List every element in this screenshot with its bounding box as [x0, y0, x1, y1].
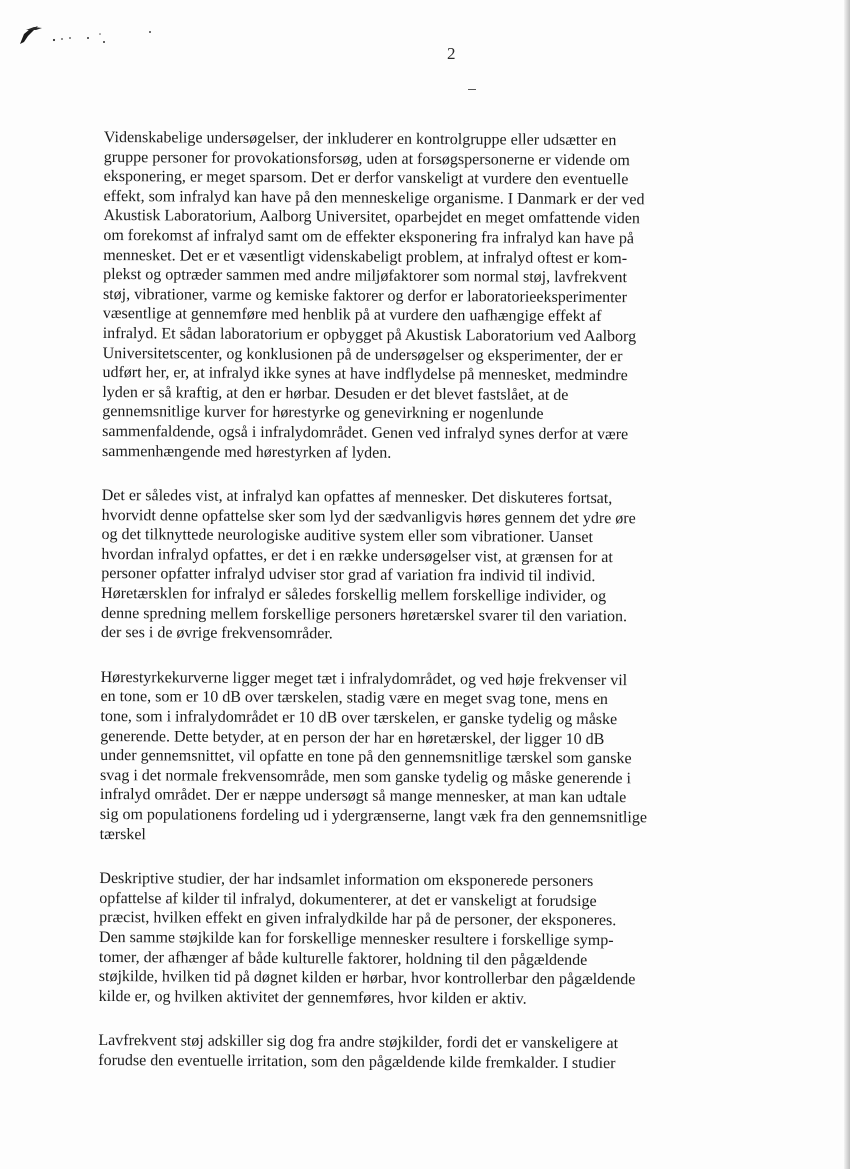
- paragraph-3: Hørestyrkekurverne ligger meget tæt i infralydområdet, og ved høje frekvenser vil en tone, som er 10 dB over tærskelen, stadig være en meget svag tone, mens en tone, som i infralydområdet er 10 dB over tærskelen, er ganske tydelig og måske generende. Dette betyder, at en person der har en høretærskel, der ligger 10 dB under gennemsnittet, vil opfatte en tone på den gennemsnitlige tærskel som ganske svag i det normale frekvensområde, men som ganske tydelig og måske generende i infralyd området. Der er næppe undersøgt så mange mennesker, at man kan udtale sig om populationens fordeling ud i ydergrænserne, langt væk fra den gennemsnitlige tærskel: [99, 668, 648, 843]
- paragraph-5: Lavfrekvent støj adskiller sig dog fra andre støjkilder, fordi det er vanskeligere at forudse den eventuelle irritation, som den pågældende kilde fremkalder. I studier: [98, 1032, 619, 1073]
- scan-dash-mark: [468, 89, 476, 90]
- page-edge-shadow: [844, 0, 850, 1169]
- ink-blot-mark: [18, 24, 46, 46]
- paragraph-4: Deskriptive studier, der har indsamlet information om eksponerede personers opfattelse af kilder til infralyd, dokumenterer, at det er vanskeligt at forudsige præcist, hvilken effekt en given infralydkilde har på de personer, der eksponeres. Den samme støjkilde kan for forskellige mennesker resultere i forskellige symp- tomer, der afhænger af både kulturelle faktorer, holdning til den pågældende støjkilde, hvilken tid på døgnet kilden er hørbar, hvor kontrollerbar den pågældende kilde er, og hvilken aktivitet der gennemføres, hvor kilden er aktiv.: [98, 870, 636, 1008]
- scan-specks: [48, 26, 158, 46]
- paragraph-1: Videnskabelige undersøgelser, der inkluderer en kontrolgruppe eller udsætter en gruppe personer for provokationsforsøg, uden at forsøgspersonerne er vidende om eksponering, er meget sparsom. Det er derfor vanskeligt at vurdere den eventuelle effekt, som infralyd kan have på den menneskelige organisme. I Danmark er der ved Akustisk Laboratorium, Aalborg Universitet, oparbejdet en meget omfattende viden om forekomst af infralyd samt om de effekter eksponering fra infralyd kan have på mennesket. Det er et væsentligt videnskabeligt problem, at infralyd oftest er kom- plekst og optræder sammen med andre miljøfaktorer som normal støj, lavfrekvent støj, vibrationer, varme og kemiske faktorer og derfor er laboratorieeksperimenter væsentlige at gennemføre med henblik på at vurdere den uafhængige effekt af infralyd. Et sådan laboratorium er opbygget på Akustisk Laboratorium ved Aalborg Universitetscenter, og konklusionen på de undersøgelser og eksperimenter, der er udført her, er, at infralyd ikke synes at have indflydelse på mennesket, medmindre lyden er så kraftig, at den er hørbar. Desuden er det blevet fastslået, at de gennemsnitlige kurver for hørestyrke og genevirkning er nogenlunde sammenfaldende, også i infralydområdet. Genen ved infralyd synes derfor at være sammenhængende med hørestyrken af lyden.: [101, 128, 645, 462]
- paragraph-2: Det er således vist, at infralyd kan opfattes af mennesker. Det diskuteres fortsat, hvorvidt denne opfattelse sker som lyd der sædvanligvis høres gennem det ydre øre og det tilknyttede neurologiske auditive system eller som vibrationer. Uanset hvordan infralyd opfattes, er det i en række undersøgelser vist, at grænsen for at personer opfatter infralyd udviser stor grad af variation fra individ til individ. Høretærsklen for infralyd er således forskellig mellem forskellige individer, og denne spredning mellem forskellige personers høretærskel svarer til den variation. der ses i de øvrige frekvensområder.: [100, 487, 636, 643]
- body-text: [98, 128, 689, 1099]
- page-number: 2: [447, 44, 456, 63]
